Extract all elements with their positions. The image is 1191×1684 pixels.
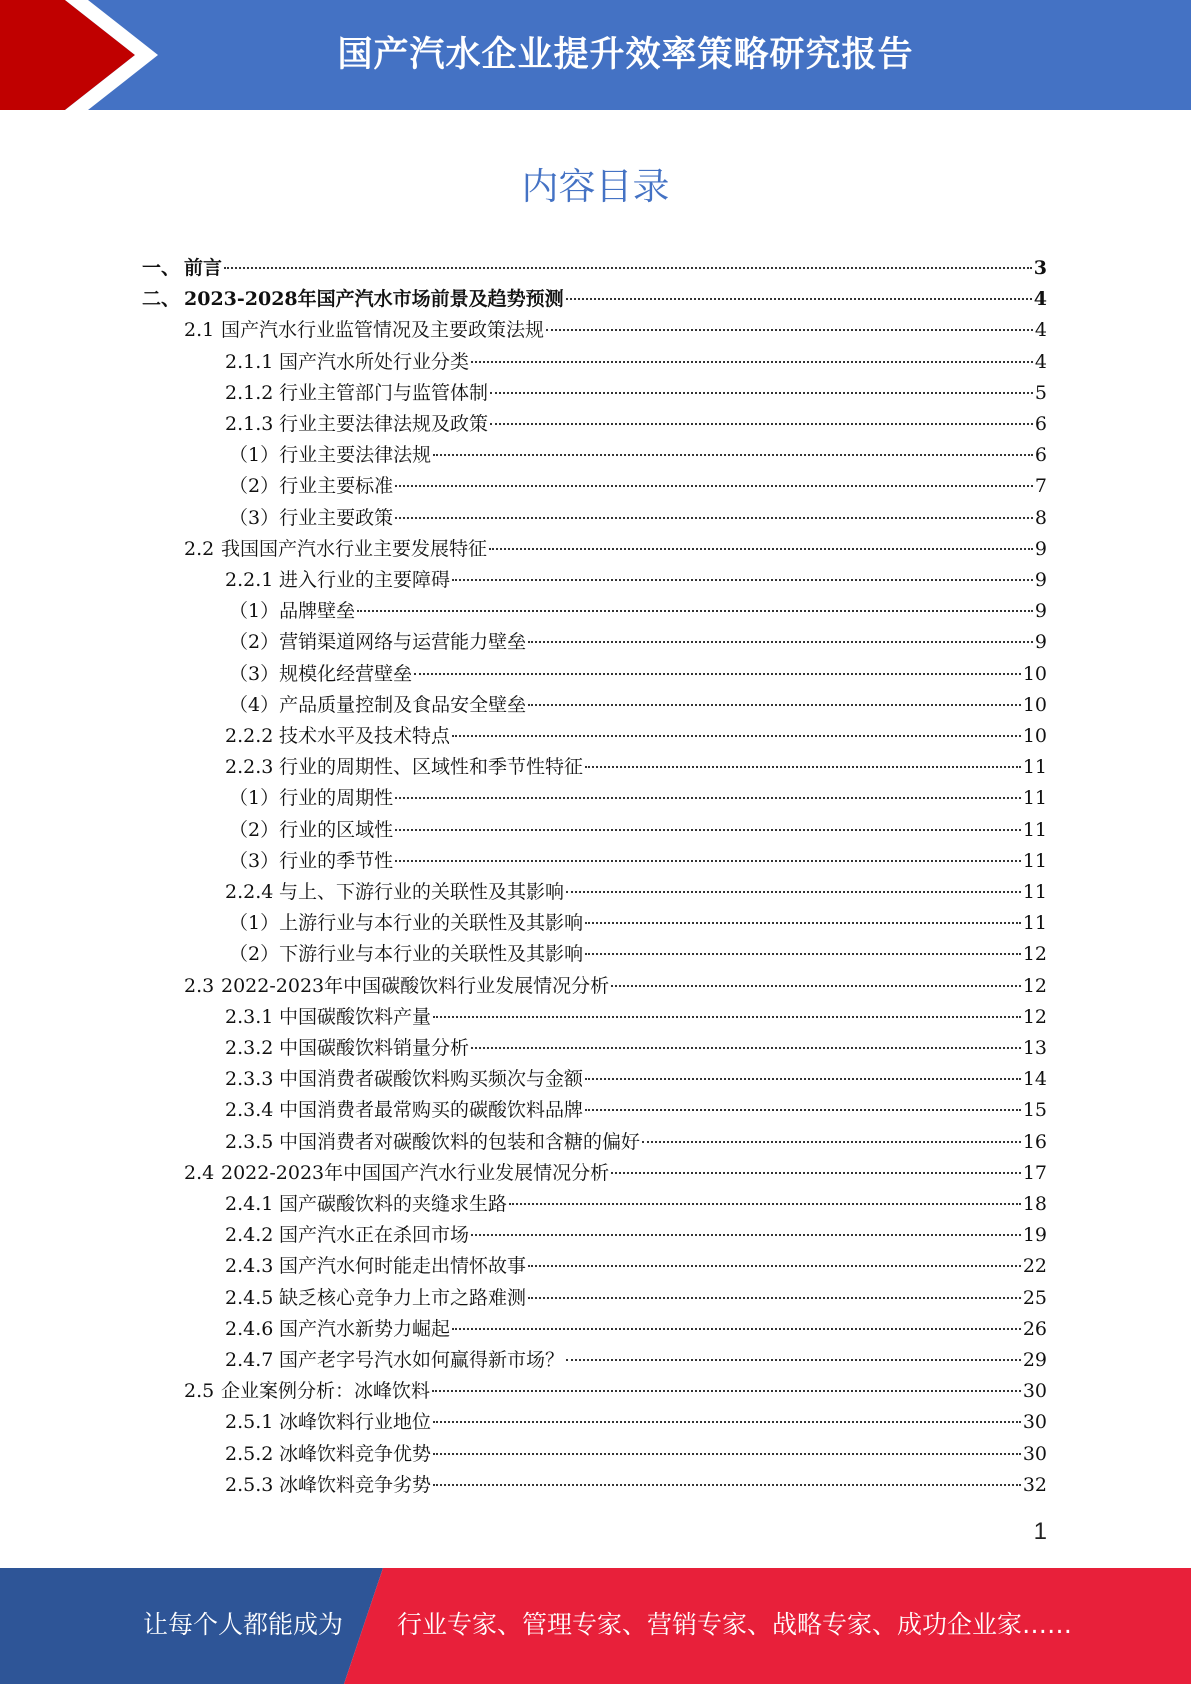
toc-dot-leader xyxy=(611,1172,1021,1174)
toc-entry-title: 国产汽水行业监管情况及主要政策法规 xyxy=(221,319,545,342)
toc-entry[interactable] xyxy=(225,409,1047,440)
toc-entry[interactable] xyxy=(142,253,1047,284)
toc-entry-page: 11 xyxy=(1022,849,1047,872)
toc-entry[interactable] xyxy=(142,284,1047,315)
toc-dot-leader xyxy=(452,579,1033,581)
toc-entry[interactable] xyxy=(225,1189,1047,1220)
toc-entry[interactable] xyxy=(229,908,1047,939)
toc-dot-leader xyxy=(471,1234,1021,1236)
toc-entry-number: 2.1.3 xyxy=(225,413,274,435)
toc-dot-leader xyxy=(528,641,1033,643)
toc-dot-leader xyxy=(395,860,1021,862)
toc-entry[interactable] xyxy=(184,1376,1047,1407)
toc-dot-leader xyxy=(433,1016,1021,1018)
toc-dot-leader xyxy=(611,985,1021,987)
toc-heading: 内容目录 xyxy=(521,165,670,208)
toc-entry[interactable] xyxy=(229,440,1047,471)
toc-dot-leader xyxy=(585,1109,1021,1111)
toc-dot-leader xyxy=(224,267,1032,269)
toc-entry-number: 2.3.3 xyxy=(225,1068,274,1091)
toc-dot-leader xyxy=(566,1359,1021,1361)
toc-entry-page: 25 xyxy=(1022,1286,1047,1309)
toc-dot-leader xyxy=(452,735,1021,737)
toc-entry-title: 国产汽水新势力崛起 xyxy=(279,1317,451,1340)
toc-dot-leader xyxy=(490,392,1033,394)
toc-entry-title: 与上、下游行业的关联性及其影响 xyxy=(279,881,565,903)
toc-dot-leader xyxy=(433,1421,1021,1423)
toc-entry-number: （1） xyxy=(229,444,280,467)
toc-entry-title: 下游行业与本行业的关联性及其影响 xyxy=(279,943,584,966)
toc-entry-title: 中国碳酸饮料销量分析 xyxy=(279,1037,470,1059)
toc-dot-leader xyxy=(433,1453,1021,1455)
toc-entry[interactable] xyxy=(225,1002,1047,1033)
toc-entry-page: 14 xyxy=(1022,1068,1047,1091)
toc-entry-page: 4 xyxy=(1034,319,1047,342)
toc-entry-number: 2.2.1 xyxy=(225,569,274,591)
toc-entry-page: 16 xyxy=(1022,1130,1047,1153)
toc-entry-page: 12 xyxy=(1022,974,1047,997)
toc-entry-number: 2.3.4 xyxy=(225,1099,274,1122)
toc-entry-page: 6 xyxy=(1034,444,1047,467)
toc-entry-title: 行业主要法律法规及政策 xyxy=(279,413,489,435)
toc-entry-number: 2.5.2 xyxy=(225,1442,274,1465)
toc-entry-page: 7 xyxy=(1034,475,1047,498)
toc-entry-title: 进入行业的主要障碍 xyxy=(279,569,451,591)
toc-dot-leader xyxy=(528,1297,1021,1299)
toc-entry[interactable] xyxy=(225,347,1047,378)
toc-entry-number: （1） xyxy=(229,600,280,623)
toc-dot-leader xyxy=(546,329,1033,331)
toc-entry[interactable] xyxy=(229,783,1047,814)
toc-entry-page: 11 xyxy=(1022,912,1047,935)
toc-entry-number: 2.4.7 xyxy=(225,1349,274,1371)
toc-entry-title: 行业的区域性 xyxy=(279,818,394,841)
toc-dot-leader xyxy=(357,610,1033,612)
toc-entry-number: 2.1 xyxy=(184,319,215,342)
toc-entry-title: 行业的周期性 xyxy=(279,787,394,810)
toc-entry-number: 2.5 xyxy=(184,1380,215,1403)
toc-entry-title: 2022-2023年中国国产汽水行业发展情况分析 xyxy=(221,1161,610,1184)
toc-entry-page: 13 xyxy=(1022,1037,1047,1059)
toc-entry-number: 2.2.3 xyxy=(225,756,274,779)
toc-entry[interactable] xyxy=(225,565,1047,596)
toc-entry[interactable] xyxy=(225,1407,1047,1438)
toc-entry-page: 30 xyxy=(1022,1380,1047,1403)
toc-entry-page: 15 xyxy=(1022,1099,1047,1122)
toc-entry-page: 4 xyxy=(1034,350,1047,373)
toc-entry-page: 10 xyxy=(1022,725,1047,747)
toc-entry-page: 10 xyxy=(1022,662,1047,685)
report-header xyxy=(0,0,1191,110)
toc-entry[interactable] xyxy=(225,1064,1047,1095)
toc-entry-number: 2.1.2 xyxy=(225,381,274,404)
toc-entry[interactable] xyxy=(225,1470,1047,1501)
toc-entry-number: 2.3 xyxy=(184,974,215,997)
toc-entry-title: 冰峰饮料竞争优势 xyxy=(279,1442,432,1465)
toc-entry[interactable] xyxy=(225,1283,1047,1314)
toc-entry-number: （3） xyxy=(229,849,280,872)
toc-entry-title: 行业主要标准 xyxy=(279,475,394,498)
toc-entry-number: 2.2.2 xyxy=(225,725,274,747)
toc-entry-page: 18 xyxy=(1022,1193,1047,1215)
toc-dot-leader xyxy=(585,1078,1021,1080)
toc-entry[interactable] xyxy=(225,752,1047,783)
toc-dot-leader xyxy=(452,1328,1021,1330)
toc-dot-leader xyxy=(395,517,1033,519)
toc-entry-page: 9 xyxy=(1034,600,1047,623)
header-red-chevron xyxy=(0,0,135,110)
toc-entry-title: 上游行业与本行业的关联性及其影响 xyxy=(279,912,584,935)
toc-entry-number: 2.1.1 xyxy=(225,350,274,373)
toc-entry-title: 企业案例分析：冰峰饮料 xyxy=(221,1380,431,1403)
toc-entry-number: （2） xyxy=(229,943,280,966)
toc-entry-number: 2.4.5 xyxy=(225,1286,274,1309)
toc-entry-title: 行业主要政策 xyxy=(279,506,394,529)
footer-slogan-left: 让每个人都能成为 xyxy=(143,1610,344,1639)
toc-dot-leader xyxy=(414,673,1021,675)
toc-dot-leader xyxy=(471,1047,1021,1049)
toc-entry[interactable] xyxy=(229,846,1047,877)
toc-entry-number: （1） xyxy=(229,787,280,810)
toc-entry-number: （2） xyxy=(229,475,280,498)
toc-entry-number: 2.4.6 xyxy=(225,1317,274,1340)
toc-entry-page: 6 xyxy=(1034,413,1047,435)
toc-entry[interactable] xyxy=(225,877,1047,908)
toc-entry[interactable] xyxy=(225,1033,1047,1064)
toc-entry-title: 冰峰饮料行业地位 xyxy=(279,1411,432,1434)
toc-entry[interactable] xyxy=(225,378,1047,409)
toc-entry-page: 12 xyxy=(1022,1005,1047,1028)
toc-entry-number: 2.2.4 xyxy=(225,881,274,903)
toc-dot-leader xyxy=(471,361,1033,363)
toc-entry-page: 19 xyxy=(1022,1224,1047,1247)
toc-entry-title: 行业的季节性 xyxy=(279,849,394,872)
toc-entry-title: 冰峰饮料竞争劣势 xyxy=(279,1473,432,1496)
toc-dot-leader xyxy=(432,1390,1021,1392)
toc-dot-leader xyxy=(395,797,1021,799)
toc-dot-leader xyxy=(509,1203,1021,1205)
toc-entry-number: 2.3.5 xyxy=(225,1130,274,1153)
toc-entry[interactable] xyxy=(229,627,1047,658)
toc-dot-leader xyxy=(566,298,1032,300)
toc-entry-number: 2.3.2 xyxy=(225,1037,274,1059)
toc-entry-number: 2.4.1 xyxy=(225,1193,274,1215)
toc-entry-page: 12 xyxy=(1022,943,1047,966)
toc-entry-number: （1） xyxy=(229,912,280,935)
toc-dot-leader xyxy=(489,548,1033,550)
toc-entry-title: 中国消费者最常购买的碳酸饮料品牌 xyxy=(279,1099,584,1122)
toc-entry-number: （4） xyxy=(229,693,280,716)
toc-entry[interactable] xyxy=(225,1314,1047,1345)
toc-entry-page: 9 xyxy=(1034,569,1047,591)
toc-entry[interactable] xyxy=(225,1220,1047,1251)
toc-dot-leader xyxy=(585,922,1021,924)
toc-entry-number: 2.4.2 xyxy=(225,1224,274,1247)
toc-entry-title: 规模化经营壁垒 xyxy=(279,662,413,685)
toc-dot-leader xyxy=(433,1484,1021,1486)
toc-entry-title: 2023-2028年国产汽水市场前景及趋势预测 xyxy=(184,288,564,311)
toc-dot-leader xyxy=(395,485,1033,487)
toc-entry-title: 缺乏核心竞争力上市之路难测 xyxy=(279,1286,527,1309)
toc-entry-title: 国产汽水所处行业分类 xyxy=(279,350,470,373)
toc-entry-number: （3） xyxy=(229,506,280,529)
toc-dot-leader xyxy=(528,704,1021,706)
toc-entry-page: 29 xyxy=(1022,1349,1047,1371)
toc-entry-title: 国产汽水何时能走出情怀故事 xyxy=(279,1255,527,1278)
toc-entry-number: 2.3.1 xyxy=(225,1005,274,1028)
toc-entry[interactable] xyxy=(225,1439,1047,1470)
toc-entry[interactable] xyxy=(229,596,1047,627)
toc-dot-leader xyxy=(528,1265,1021,1267)
toc-entry-page: 4 xyxy=(1033,288,1047,311)
toc-entry-title: 技术水平及技术特点 xyxy=(279,725,451,747)
toc-entry[interactable] xyxy=(184,1158,1047,1189)
toc-dot-leader xyxy=(433,454,1033,456)
toc-entry-page: 11 xyxy=(1022,787,1047,810)
toc-entry-title: 行业主要法律法规 xyxy=(279,444,432,467)
toc-entry-title: 国产老字号汽水如何赢得新市场？ xyxy=(279,1349,565,1371)
toc-entry-page: 10 xyxy=(1022,693,1047,716)
toc-entry[interactable] xyxy=(225,1127,1047,1158)
toc-entry[interactable] xyxy=(229,815,1047,846)
toc-entry[interactable] xyxy=(229,690,1047,721)
toc-dot-leader xyxy=(585,953,1021,955)
toc-dot-leader xyxy=(566,891,1021,893)
toc-entry[interactable] xyxy=(225,1251,1047,1282)
toc-dot-leader xyxy=(490,423,1033,425)
toc-entry-page: 17 xyxy=(1022,1161,1047,1184)
toc-entry-page: 11 xyxy=(1022,881,1047,903)
toc-entry[interactable] xyxy=(229,659,1047,690)
page-footer xyxy=(0,1568,1191,1684)
toc-entry-title: 前言 xyxy=(184,257,223,279)
toc-entry-page: 11 xyxy=(1022,818,1047,841)
toc-entry-number: （2） xyxy=(229,631,280,654)
toc-entry-page: 8 xyxy=(1034,506,1047,529)
toc-entry-page: 9 xyxy=(1034,537,1047,560)
toc-entry[interactable] xyxy=(184,315,1047,346)
toc-entry-number: 2.4.3 xyxy=(225,1255,274,1278)
toc-entry-title: 品牌壁垒 xyxy=(279,600,356,623)
toc-entry-number: 2.5.1 xyxy=(225,1411,274,1434)
toc-entry-number: 2.5.3 xyxy=(225,1473,274,1496)
toc-entry[interactable] xyxy=(229,471,1047,502)
toc-entry-page: 22 xyxy=(1022,1255,1047,1278)
toc-entry-number: 二、 xyxy=(142,288,181,311)
toc-entry-title: 中国消费者碳酸饮料购买频次与金额 xyxy=(279,1068,584,1091)
report-title: 国产汽水企业提升效率策略研究报告 xyxy=(337,35,914,75)
toc-entry[interactable] xyxy=(184,534,1047,565)
toc-entry[interactable] xyxy=(229,939,1047,970)
toc-dot-leader xyxy=(585,766,1021,768)
toc-entry[interactable] xyxy=(184,971,1047,1002)
toc-entry-page: 26 xyxy=(1022,1317,1047,1340)
footer-slogan-right: 行业专家、管理专家、营销专家、战略专家、成功企业家…… xyxy=(397,1610,1073,1639)
toc-entry-number: 一、 xyxy=(142,257,181,279)
toc-entry-page: 5 xyxy=(1034,381,1047,404)
toc-entry[interactable] xyxy=(225,721,1047,752)
page-number: 1 xyxy=(1033,1518,1047,1545)
toc-entry[interactable] xyxy=(229,503,1047,534)
toc-entry-title: 产品质量控制及食品安全壁垒 xyxy=(279,693,527,716)
toc-entry-title: 中国碳酸饮料产量 xyxy=(279,1005,432,1028)
toc-entry-number: （2） xyxy=(229,818,280,841)
toc-entry-number: 2.4 xyxy=(184,1161,215,1184)
toc-entry-number: （3） xyxy=(229,662,280,685)
toc-entry-number: 2.2 xyxy=(184,537,215,560)
toc-entry-title: 中国消费者对碳酸饮料的包装和含糖的偏好 xyxy=(279,1130,641,1153)
toc-entry-page: 30 xyxy=(1022,1411,1047,1434)
header-arrow-decoration xyxy=(0,0,160,110)
toc-entry-page: 3 xyxy=(1033,257,1047,279)
toc-entry-title: 国产汽水正在杀回市场 xyxy=(279,1224,470,1247)
toc-dot-leader xyxy=(642,1141,1021,1143)
toc-entry-title: 2022-2023年中国碳酸饮料行业发展情况分析 xyxy=(221,974,610,997)
toc-entry[interactable] xyxy=(225,1345,1047,1376)
toc-dot-leader xyxy=(395,829,1021,831)
toc-entry-title: 营销渠道网络与运营能力壁垒 xyxy=(279,631,527,654)
toc-entry-page: 11 xyxy=(1022,756,1047,779)
toc-entry-title: 行业的周期性、区域性和季节性特征 xyxy=(279,756,584,779)
toc-entry-title: 行业主管部门与监管体制 xyxy=(279,381,489,404)
toc-entry-title: 国产碳酸饮料的夹缝求生路 xyxy=(279,1193,508,1215)
toc-entry-page: 9 xyxy=(1034,631,1047,654)
toc-entry-page: 30 xyxy=(1022,1442,1047,1465)
toc-entry-title: 我国国产汽水行业主要发展特征 xyxy=(221,537,488,560)
toc-entry-page: 32 xyxy=(1022,1473,1047,1496)
toc-entry[interactable] xyxy=(225,1095,1047,1126)
